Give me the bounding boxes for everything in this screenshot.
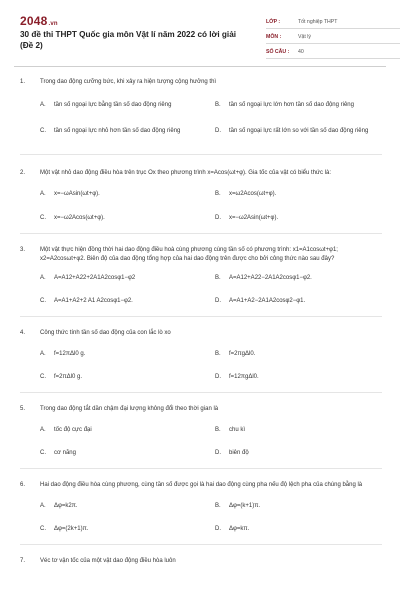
option-c[interactable] [40, 297, 207, 306]
question-divider [20, 154, 382, 155]
option-d[interactable] [215, 373, 382, 382]
option-letter: A. [40, 503, 46, 509]
option-b[interactable] [215, 274, 382, 283]
exam-header [14, 0, 386, 60]
question-divider [20, 468, 382, 469]
option-letter: C. [40, 128, 46, 135]
question-divider [20, 316, 382, 317]
option-d[interactable] [215, 122, 382, 141]
question-text: Véc tơ vận tốc của một vật dao động điều hòa luôn [40, 558, 176, 564]
option-letter: D. [215, 373, 221, 380]
option-a[interactable] [40, 426, 207, 435]
question-divider [20, 392, 382, 393]
option-text: A=A12+A22−2A1A2cosφ1−φ2. [229, 275, 312, 281]
option-text: A=A1+A2+2 A1 A2cosφ1−φ2. [54, 297, 133, 304]
option-grid [40, 426, 382, 457]
option-letter: D. [215, 214, 221, 221]
option-text: cơ năng [54, 449, 76, 456]
meta-socau-value: 40 [298, 49, 304, 55]
option-letter: C. [40, 297, 46, 304]
option-a[interactable] [40, 96, 207, 115]
question-number: 5. [20, 406, 26, 412]
option-letter: D. [215, 297, 221, 304]
option-a[interactable] [40, 274, 207, 283]
question [20, 246, 382, 305]
option-text: A=A12+A22+2A1A2cosφ1−φ2 [54, 275, 136, 281]
option-text: tần số ngoại lực nhỏ hơn tần số dao động riêng [54, 128, 181, 135]
question-text: Trong dao động cưỡng bức, khi xảy ra hiện tượng cộng hưởng thì [40, 79, 217, 85]
option-text: A=A1+A2−2A1A2cosφ2−φ1. [229, 297, 306, 304]
exam-meta [266, 14, 400, 59]
question-number: 1. [20, 79, 26, 85]
meta-lop-value: Tốt nghiệp THPT [298, 19, 338, 25]
meta-row-lop [266, 14, 400, 29]
question-text: Một vật nhỏ dao động điều hòa trên trục Ox theo phương trình x=Acos(ωt+φ). Gia tốc của vật có biểu thức là: [40, 170, 332, 176]
option-b[interactable] [215, 96, 382, 115]
option-a[interactable] [40, 350, 207, 359]
option-d[interactable] [215, 449, 382, 458]
option-text: f=12πgΔl0. [229, 373, 259, 380]
option-text: tốc độ cực đại [54, 427, 92, 433]
option-grid [40, 96, 382, 141]
option-c[interactable] [40, 525, 207, 534]
exam-title [20, 30, 245, 51]
option-text: f=2πgΔl0. [229, 351, 256, 357]
option-text: x=−ω2Acos(ωt+φ). [54, 214, 105, 221]
question-text: Một vật thực hiện đồng thời hai dao động điều hoà cùng phương cùng tần số có phương trình: x1=A1cosωt+φ1; x2=A2cosωt+φ2. Biên độ của dao động tổng hợp của hai dao động trên được cho bởi công thức nào sau đây? [40, 247, 338, 262]
question-number: 2. [20, 170, 26, 176]
meta-mon-value: Vật lý [298, 34, 311, 40]
option-letter: A. [40, 427, 46, 433]
question-list [20, 78, 382, 566]
option-text: Δφ=kπ. [229, 525, 250, 532]
option-letter: C. [40, 525, 46, 532]
option-letter: B. [215, 275, 221, 281]
option-grid [40, 274, 382, 305]
header-divider [14, 66, 386, 67]
option-letter: B. [215, 351, 221, 357]
option-letter: D. [215, 128, 221, 135]
option-d[interactable] [215, 525, 382, 534]
option-text: f=2πΔl0 g. [54, 373, 82, 380]
option-text: Δφ=k2π. [54, 503, 78, 509]
logo-tld: .vn [48, 21, 58, 27]
option-grid [40, 502, 382, 533]
meta-row-socau [266, 44, 400, 59]
question [20, 169, 382, 222]
option-c[interactable] [40, 449, 207, 458]
option-text: Δφ=(2k+1)π. [54, 525, 89, 532]
option-text: tần số ngoại lực lớn hơn tần số dao động riêng [229, 102, 354, 109]
option-b[interactable] [215, 426, 382, 435]
option-c[interactable] [40, 214, 207, 223]
question-number: 6. [20, 482, 26, 488]
option-text: x=−ω2Asin(ωt+φ). [229, 214, 279, 221]
option-letter: B. [215, 102, 221, 109]
question-number: 4. [20, 330, 26, 336]
option-letter: B. [215, 427, 221, 433]
option-letter: B. [215, 503, 221, 509]
meta-lop-label: LỚP : [266, 19, 281, 25]
question-number: 7. [20, 558, 26, 564]
meta-row-mon [266, 29, 400, 44]
option-text: chu kì [229, 427, 246, 433]
exam-title-line2: (Đề 2) [20, 40, 43, 50]
option-text: biên độ [229, 449, 249, 456]
option-text: Δφ=(k+1)π. [229, 503, 261, 509]
option-letter: D. [215, 449, 221, 456]
option-text: x=−ωAsin(ωt+φ). [54, 191, 100, 197]
option-letter: A. [40, 275, 46, 281]
question-number: 3. [20, 247, 26, 253]
question [20, 405, 382, 457]
option-letter: A. [40, 102, 46, 109]
exam-title-line1: 30 đề thi THPT Quốc gia môn Vật lí năm 2022 có lời giải [20, 30, 237, 39]
option-c[interactable] [40, 122, 207, 141]
option-b[interactable] [215, 190, 382, 199]
option-text: x=ω2Acos(ωt+φ). [229, 191, 277, 197]
question [20, 78, 382, 135]
option-grid [40, 350, 382, 381]
option-c[interactable] [40, 373, 207, 382]
question [20, 481, 382, 533]
option-a[interactable] [40, 502, 207, 511]
option-d[interactable] [215, 214, 382, 223]
option-letter: C. [40, 449, 46, 456]
option-text: tần số ngoại lực rất lớn so với tần số dao động riêng [229, 128, 369, 135]
option-d[interactable] [215, 297, 382, 306]
site-logo[interactable] [20, 14, 58, 28]
question-text: Công thức tính tần số dao động của con lắc lò xo [40, 330, 171, 336]
meta-socau-label: SỐ CÂU : [266, 49, 290, 55]
option-b[interactable] [215, 502, 382, 511]
option-a[interactable] [40, 190, 207, 199]
question [20, 557, 382, 566]
option-letter: C. [40, 373, 46, 380]
question-text: Trong dao động tắt dần chậm đại lượng không đổi theo thời gian là [40, 406, 219, 412]
option-letter: A. [40, 191, 46, 197]
option-grid [40, 190, 382, 222]
option-text: f=12πΔl0 g. [54, 351, 86, 357]
option-text: tần số ngoại lực bằng tần số dao động riêng [54, 102, 172, 109]
option-b[interactable] [215, 350, 382, 359]
option-letter: D. [215, 525, 221, 532]
option-letter: B. [215, 191, 221, 197]
logo-main: 2048 [20, 14, 48, 28]
option-letter: A. [40, 351, 46, 357]
question-text: Hai dao động điều hòa cùng phương, cùng tần số được gọi là hai dao động cùng pha nếu độ lệch pha của chúng bằng là [40, 482, 363, 488]
meta-mon-label: MÔN : [266, 34, 282, 40]
option-letter: C. [40, 214, 46, 221]
question-divider [20, 544, 382, 545]
question [20, 329, 382, 381]
question-divider [20, 233, 382, 234]
